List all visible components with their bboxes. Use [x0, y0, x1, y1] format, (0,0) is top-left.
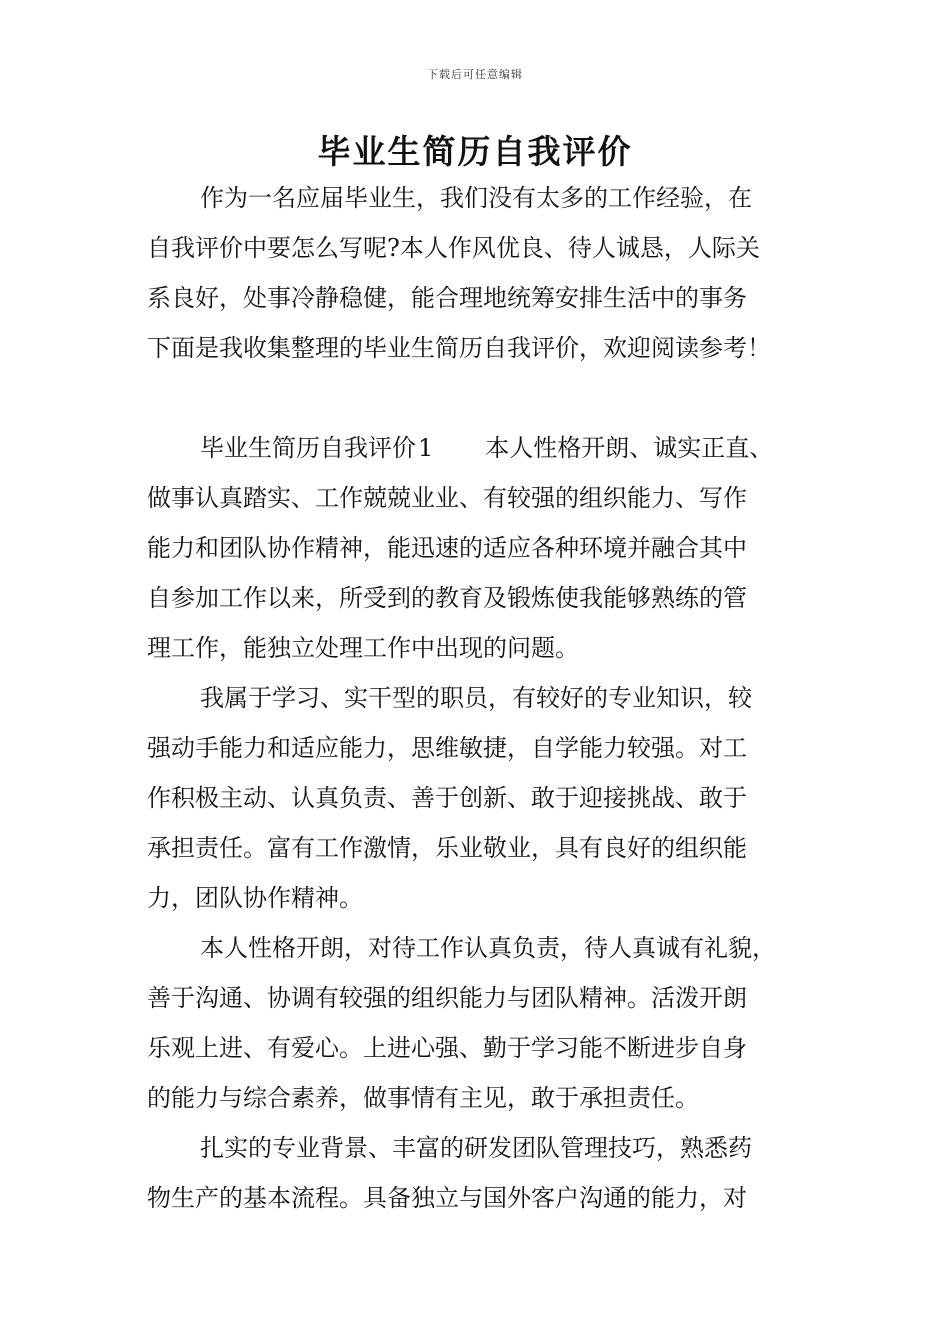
paragraph-2-line-4: 承担责任。富有工作激情，乐业敬业，具有良好的组织能: [147, 834, 747, 862]
paragraph-3-line-3: 乐观上进、有爱心。上进心强、勤于学习能不断进步自身: [147, 1034, 747, 1062]
paragraph-1-line-5: 理工作，能独立处理工作中出现的问题。: [147, 634, 579, 662]
section-heading-line: [200, 430, 773, 466]
intro-line-4: 下面是我收集整理的毕业生简历自我评价，欢迎阅读参考！: [147, 334, 771, 362]
paragraph-1-line-4: 自参加工作以来，所受到的教育及锻炼使我能够熟练的管: [147, 584, 747, 612]
paragraph-2-line-5: 力，团队协作精神。: [147, 884, 363, 912]
intro-line-3: 系良好，处事冷静稳健，能合理地统筹安排生活中的事务: [147, 284, 747, 312]
paragraph-1-line-1: 本人性格开朗、诚实正直、: [485, 434, 774, 462]
paragraph-4-line-1: 扎实的专业背景、丰富的研发团队管理技巧，熟悉药: [200, 1134, 752, 1162]
paragraph-2-line-3: 作积极主动、认真负责、善于创新、敢于迎接挑战、敢于: [147, 784, 747, 812]
paragraph-1-line-2: 做事认真踏实、工作兢兢业业、有较强的组织能力、写作: [147, 484, 747, 512]
paragraph-1-line-3: 能力和团队协作精神，能迅速的适应各种环境并融合其中: [147, 534, 747, 562]
intro-line-2: 自我评价中要怎么写呢?本人作风优良、待人诚恳，人际关: [147, 234, 760, 262]
document-title: 毕业生简历自我评价: [317, 132, 633, 171]
paragraph-2-line-2: 强动手能力和适应能力，思维敏捷，自学能力较强。对工: [147, 734, 747, 762]
header-note: 下载后可任意编辑: [427, 68, 523, 81]
paragraph-3-line-1: 本人性格开朗，对待工作认真负责，待人真诚有礼貌，: [200, 934, 776, 962]
section-heading: 毕业生简历自我评价: [200, 434, 416, 462]
paragraph-2-line-1: 我属于学习、实干型的职员，有较好的专业知识，较: [200, 684, 752, 712]
paragraph-4-line-2: 物生产的基本流程。具备独立与国外客户沟通的能力，对: [147, 1184, 747, 1212]
paragraph-3-line-2: 善于沟通、协调有较强的组织能力与团队精神。活泼开朗: [147, 984, 747, 1012]
paragraph-3-line-4: 的能力与综合素养，做事情有主见，敢于承担责任。: [147, 1084, 699, 1112]
section-number: 1: [418, 434, 434, 462]
intro-line-1: 作为一名应届毕业生，我们没有太多的工作经验，在: [200, 184, 752, 212]
